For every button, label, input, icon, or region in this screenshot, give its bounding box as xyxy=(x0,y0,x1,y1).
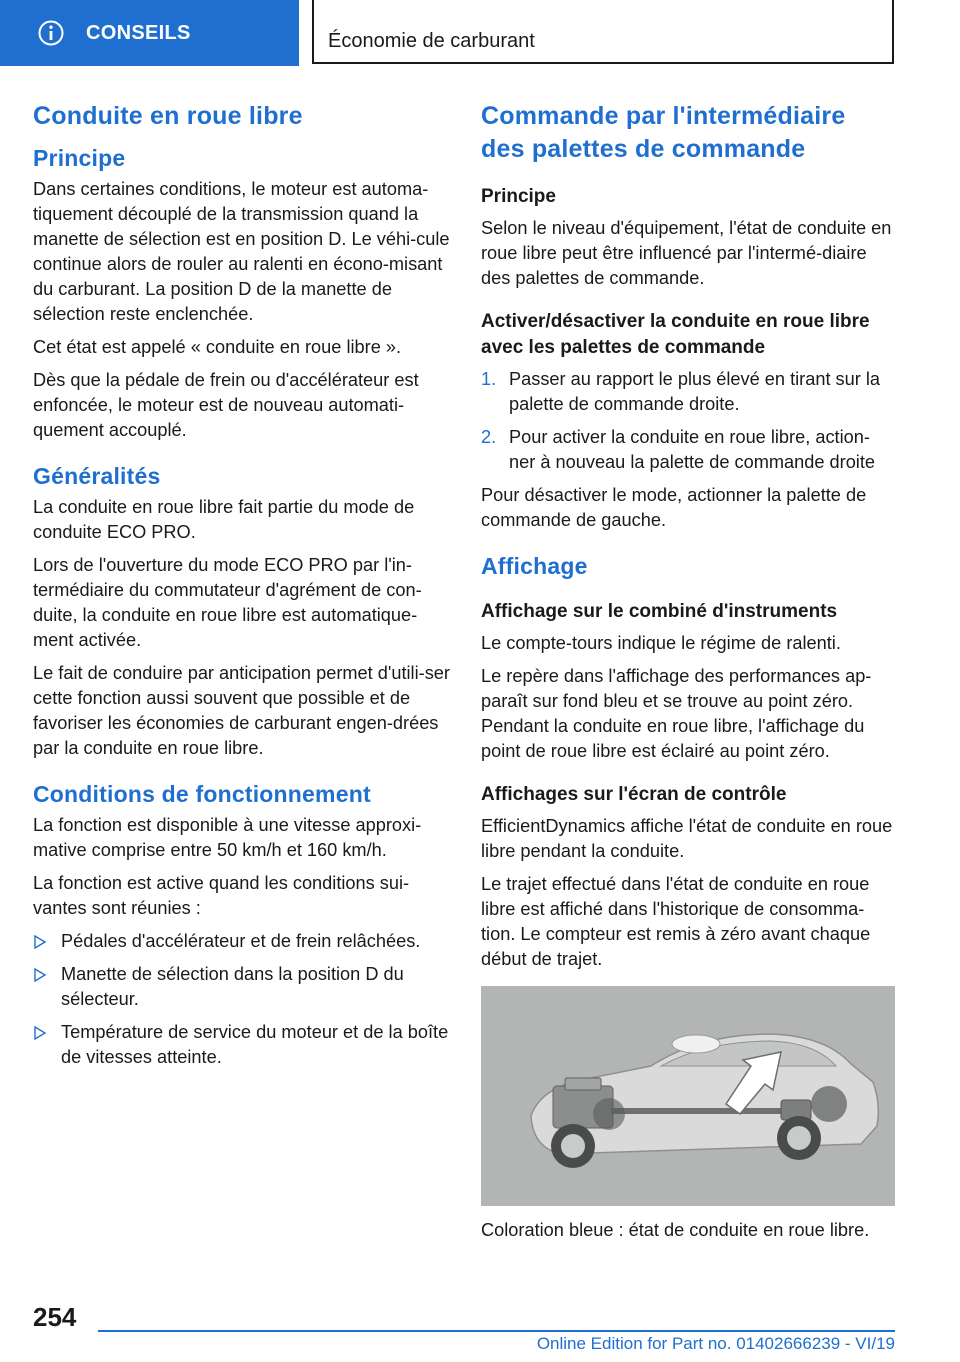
list-item xyxy=(33,1020,451,1070)
triangle-bullet-icon xyxy=(33,968,47,982)
section-title: Conduite en roue libre xyxy=(33,102,303,130)
list-item xyxy=(33,929,451,954)
triangle-bullet-icon xyxy=(33,935,47,949)
section-tab-label: CONSEILS xyxy=(86,21,191,44)
page-number: 254 xyxy=(33,1302,77,1332)
right-column xyxy=(481,100,895,1251)
page-header xyxy=(0,0,960,66)
affichage-heading: Affichage xyxy=(481,553,588,579)
conditions-list xyxy=(33,929,451,1070)
car-drivetrain-image xyxy=(481,986,895,1206)
paragraph: Le trajet effectué dans l'état de conduite en roue libre est affiché dans l'historique de consomma-tion. Le compteur est remis à zéro avant chaque début de trajet. xyxy=(481,874,871,969)
figure-caption: Coloration bleue : état de conduite en roue libre. xyxy=(481,1220,870,1240)
section-title: Commande par l'intermédiaire des palettes de commande xyxy=(481,102,846,163)
chapter-title-box xyxy=(312,0,894,64)
paragraph: Le fait de conduire par anticipation permet d'utili-ser cette fonction aussi souvent que possible et de favoriser les économies de carburant engen-drées par la conduite en roue libre. xyxy=(33,663,450,758)
list-item-text: Manette de sélection dans la position D du sélecteur. xyxy=(61,964,404,1009)
list-item-text: Pédales d'accélérateur et de frein relâchées. xyxy=(61,931,421,951)
paragraph: La fonction est active quand les conditions sui-vantes sont réunies : xyxy=(33,873,410,918)
step-text: Passer au rapport le plus élevé en tirant sur la palette de commande droite. xyxy=(509,369,881,414)
step-number: 2. xyxy=(481,427,497,447)
step-number: 1. xyxy=(481,369,497,389)
paragraph: Dans certaines conditions, le moteur est automa-tiquement découplé de la transmission quand la manette de sélection est en position D. Le véhi-cule continue alors de rouler au ralenti en écono-misant du carburant. La position D de la manette de sélection reste enclenchée. xyxy=(33,179,450,324)
activer-subheading: Activer/désactiver la conduite en roue libre avec les palettes de commande xyxy=(481,311,870,358)
paragraph: Selon le niveau d'équipement, l'état de conduite en roue libre peut être influencé par l'intermé-diaire des palettes de commande. xyxy=(481,218,892,288)
list-item xyxy=(33,962,451,1012)
principe-heading: Principe xyxy=(33,145,126,171)
paragraph: Cet état est appelé « conduite en roue libre ». xyxy=(33,337,402,357)
chapter-title: Économie de carburant xyxy=(328,30,535,52)
conditions-heading: Conditions de fonctionnement xyxy=(33,781,371,807)
list-item xyxy=(481,425,895,475)
list-item xyxy=(481,367,895,417)
paragraph: Le repère dans l'affichage des performances ap-paraît sur fond bleu et se trouve au point zéro. Pendant la conduite en roue libre, l'affichage du point de roue libre est éclairé au point zéro. xyxy=(481,666,872,761)
triangle-bullet-icon xyxy=(33,1026,47,1040)
footer-divider xyxy=(98,1330,895,1332)
generalites-heading: Généralités xyxy=(33,463,161,489)
paragraph: La conduite en roue libre fait partie du mode de conduite ECO PRO. xyxy=(33,497,415,542)
info-icon xyxy=(38,20,64,46)
ecran-subheading: Affichages sur l'écran de contrôle xyxy=(481,784,787,805)
combine-subheading: Affichage sur le combiné d'instruments xyxy=(481,601,838,622)
steps-list xyxy=(481,367,895,475)
left-column xyxy=(33,100,451,1078)
list-item-text: Température de service du moteur et de la boîte de vitesses atteinte. xyxy=(61,1022,449,1067)
step-text: Pour activer la conduite en roue libre, action-ner à nouveau la palette de commande droite xyxy=(509,427,876,472)
principe-subheading: Principe xyxy=(481,186,556,207)
paragraph: Lors de l'ouverture du mode ECO PRO par l'in-termédiaire du commutateur d'agrément de con-duite, la conduite en roue libre est automatique-ment activée. xyxy=(33,555,422,650)
car-drivetrain-illustration xyxy=(481,986,895,1206)
section-tab[interactable] xyxy=(0,0,299,66)
paragraph: Pour désactiver le mode, actionner la palette de commande de gauche. xyxy=(481,485,867,530)
edition-note: Online Edition for Part no. 01402666239 - VI/19 xyxy=(536,1334,895,1353)
paragraph: EfficientDynamics affiche l'état de conduite en roue libre pendant la conduite. xyxy=(481,816,893,861)
paragraph: Dès que la pédale de frein ou d'accélérateur est enfoncée, le moteur est de nouveau automati-quement accouplé. xyxy=(33,370,419,440)
paragraph: Le compte-tours indique le régime de ralenti. xyxy=(481,633,841,653)
paragraph: La fonction est disponible à une vitesse approxi-mative comprise entre 50 km/h et 160 km/h. xyxy=(33,815,422,860)
